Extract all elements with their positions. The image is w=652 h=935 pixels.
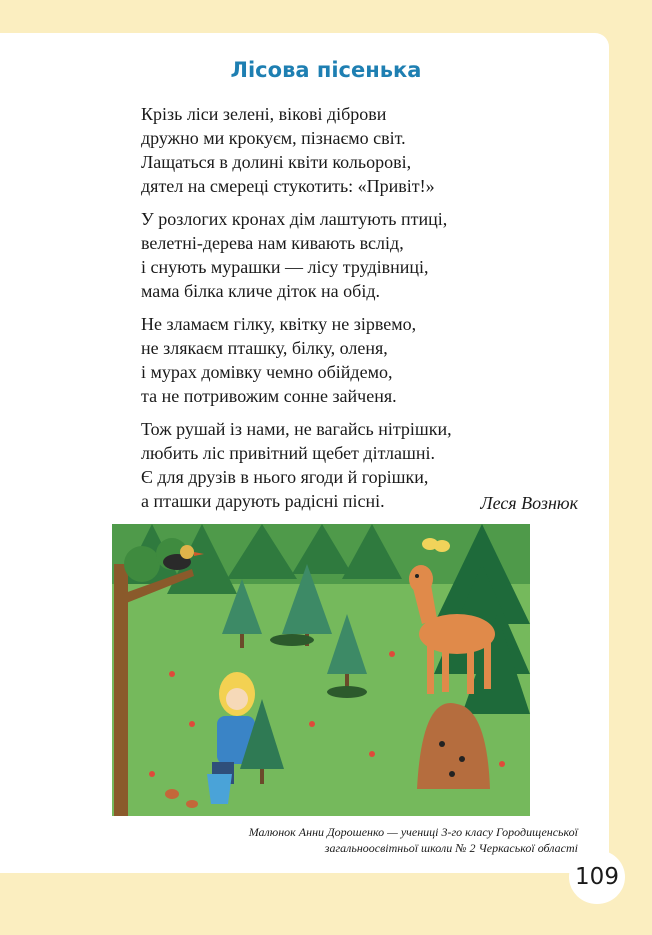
poem-line: любить ліс привітний щебет дітлашні.: [141, 443, 435, 463]
poem-line: і мурах домівку чемно обійдемо,: [141, 362, 393, 382]
stanza-3: [141, 312, 581, 408]
poem-body: [141, 102, 581, 522]
poem-line: Не зламаєм гілку, квітку не зірвемо,: [141, 314, 417, 334]
poem-line: дятел на смереці стукотить: «Привіт!»: [141, 176, 435, 196]
poem-line: дружно ми крокуєм, пізнаємо світ.: [141, 128, 406, 148]
page-number: 109: [569, 850, 625, 904]
poem-author: Леся Вознюк: [480, 493, 578, 513]
poem-line: а пташки дарують радісні пісні.: [141, 491, 385, 511]
poem-line: та не потривожим сонне зайченя.: [141, 386, 397, 406]
poem-line: мама білка кличе діток на обід.: [141, 281, 380, 301]
stanza-1: [141, 102, 581, 198]
poem-line: і снують мурашки — лісу трудівниці,: [141, 257, 429, 277]
poem-line: Є для друзів в нього ягоди й горішки,: [141, 467, 429, 487]
bucket-icon: [207, 774, 232, 804]
poem-line: У розлогих кронах дім лаштують птиці,: [141, 209, 448, 229]
caption-line: Малюнок Анни Дорошенко — учениці 3-го класу Городищенської: [248, 825, 578, 839]
poem-line: Тож рушай із нами, не вагайсь нітрішки,: [141, 419, 452, 439]
forest-drawing: [112, 524, 530, 816]
poem-line: велетні-дерева нам кивають вслід,: [141, 233, 404, 253]
poem-title: Лісова пісенька: [230, 58, 422, 82]
drawing-caption: [118, 824, 578, 856]
stanza-2: [141, 207, 581, 303]
caption-line: загальноосвітньої школи № 2 Черкаської області: [324, 841, 578, 855]
poem-line: Крізь ліси зелені, вікові діброви: [141, 104, 387, 124]
poem-line: Лащаться в долині квіти кольорові,: [141, 152, 412, 172]
poem-line: не злякаєм пташку, білку, оленя,: [141, 338, 388, 358]
